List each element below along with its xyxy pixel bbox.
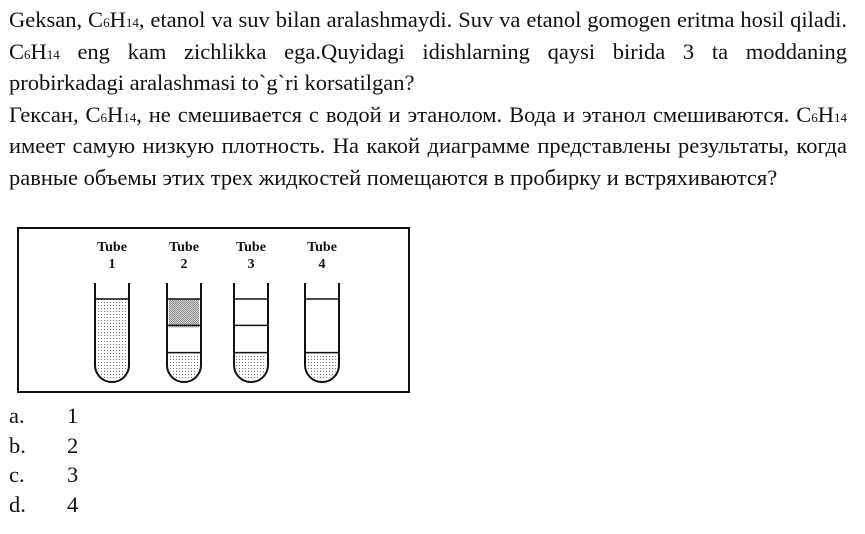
test-tubes-figure: [17, 227, 410, 393]
tube-label-word: Tube: [307, 240, 337, 255]
question-text: [9, 4, 847, 193]
question-ru-part: имеет самую низкую плотность. На какой диаграмме представлены результаты, когда равные объемы этих трех жидкостей помещаются в пробирку и встряхиваются?: [9, 133, 847, 190]
option-c[interactable]: [9, 460, 78, 490]
answer-options: [9, 401, 78, 519]
question-ru-part: H: [106, 101, 124, 127]
question-ru-part: Гексан, C: [9, 101, 101, 127]
option-letter: c.: [9, 462, 25, 487]
tube-label-word: Tube: [97, 240, 127, 255]
tube-label-number: 2: [180, 257, 188, 272]
option-letter: a.: [9, 403, 25, 428]
liquid-layer: [167, 325, 201, 354]
option-a[interactable]: [9, 401, 78, 431]
tube-label-number: 4: [318, 257, 326, 272]
option-letter: d.: [9, 491, 26, 517]
question-ru-part: H: [817, 101, 834, 127]
test-tubes-drawing: [19, 229, 408, 391]
question-uz-part: eng kam zichlikka ega.Quyidagi idishlarning qaysi birida 3 ta moddaning probirkadagi aralashmasi to`g`ri korsatilgan?: [9, 38, 847, 95]
subscript: 14: [125, 15, 139, 30]
liquid-layer: [95, 299, 129, 381]
option-value: 1: [67, 403, 79, 428]
tube-label-number: 3: [247, 257, 255, 272]
question-uz-part: Geksan, C: [9, 7, 104, 32]
liquid-layer: [234, 299, 268, 327]
option-letter: b.: [9, 432, 26, 458]
question-uzbek: [9, 4, 847, 99]
liquid-layer: [234, 325, 268, 354]
tube-label-number: 1: [108, 257, 116, 272]
tube-label-word: Tube: [169, 240, 199, 255]
subscript: 14: [834, 109, 847, 125]
question-ru-part: , не смешивается с водой и этанолом. Вода и этанол смешиваются. C: [136, 101, 812, 127]
subscript: 6: [100, 109, 107, 125]
question-uz-part: H: [109, 7, 126, 32]
question-uz-part: H: [30, 38, 47, 64]
option-d[interactable]: [9, 490, 78, 520]
subscript: 6: [24, 46, 31, 62]
liquid-layer: [167, 299, 201, 327]
subscript: 6: [103, 15, 110, 30]
option-value: 4: [67, 491, 79, 517]
option-value: 3: [67, 462, 79, 487]
question-russian: [9, 99, 847, 194]
subscript: 14: [123, 109, 137, 125]
liquid-layer: [305, 299, 339, 355]
subscript: 6: [811, 109, 818, 125]
option-value: 2: [67, 432, 79, 458]
tube-label-word: Tube: [236, 240, 266, 255]
question-uz-part: , etanol va suv bilan aralashmaydi. Suv va etanol gomogen eritma hosil qiladi. C: [9, 7, 847, 64]
subscript: 14: [46, 46, 60, 62]
option-b[interactable]: [9, 431, 78, 461]
